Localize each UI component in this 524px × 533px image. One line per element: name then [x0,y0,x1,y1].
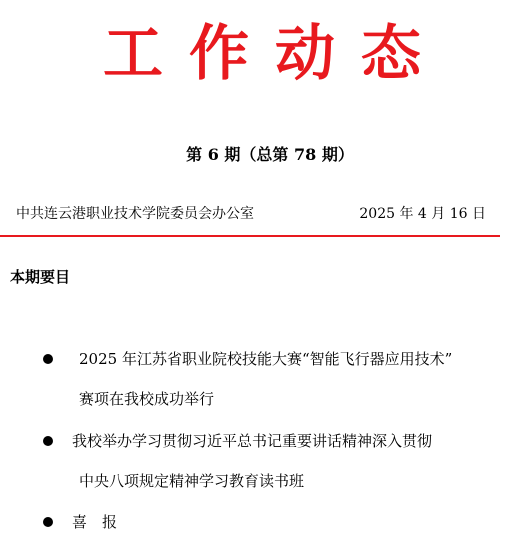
issue-date: 2025 年 4 月 16 日 [359,206,486,222]
highlight-line: 中央八项规定精神学习教育读书班 [79,472,305,490]
highlight-line: 我校举办学习贯彻习近平总书记重要讲话精神深入贯彻 [72,432,433,450]
issue-number: 第 6 期（总第 78 期） [186,145,354,164]
bullet-icon [43,436,53,446]
section-heading: 本期要目 [10,268,71,286]
issuing-office: 中共连云港职业技术学院委员会办公室 [16,206,254,222]
highlight-line: 喜 报 [72,513,118,531]
masthead [0,14,524,94]
highlight-line: 赛项在我校成功举行 [79,390,215,408]
red-divider [0,235,500,237]
highlight-line: 2025 年江苏省职业院校技能大赛“智能飞行器应用技术” [79,350,453,368]
bullet-icon [43,517,53,527]
bullet-icon [43,354,53,364]
masthead-title: 工作动态 [103,19,447,89]
